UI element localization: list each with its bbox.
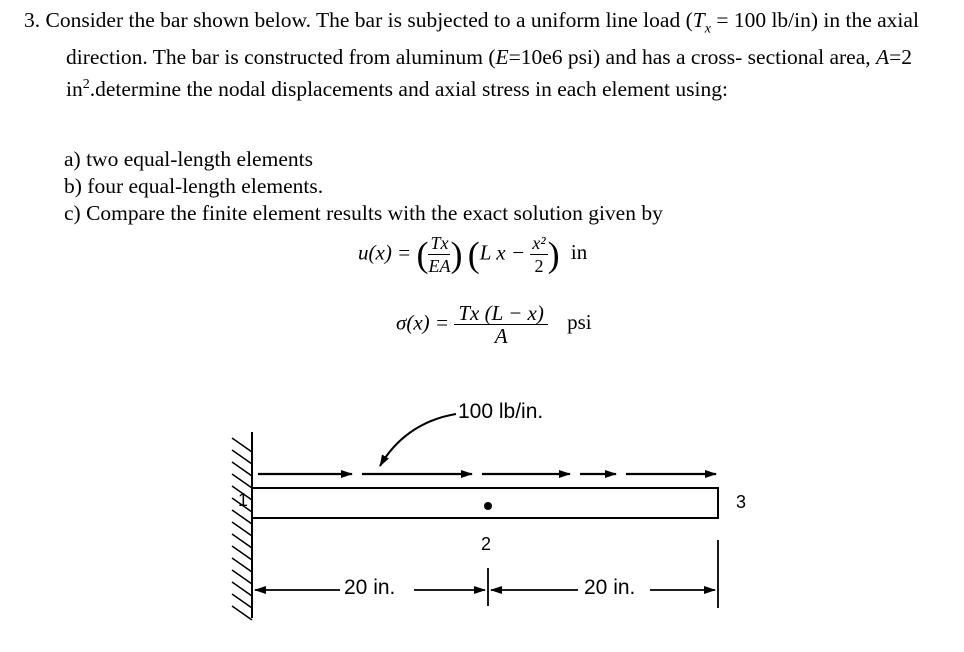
problem-text-2: the axial direction. The bar is constructed from aluminum ( bbox=[66, 8, 919, 70]
load-label: 100 lb/in. bbox=[458, 400, 544, 423]
problem-text-3c: .determine the nodal displacements and axial stress in each element bbox=[89, 77, 671, 102]
eq2-den: A bbox=[494, 324, 508, 348]
eq2-lhs: σ(x) = bbox=[396, 310, 450, 335]
dim-left-label: 20 in. bbox=[344, 576, 396, 599]
node-2-label: 2 bbox=[481, 534, 492, 554]
problem-text-3a: sectional area, bbox=[747, 45, 876, 70]
a-symbol: A bbox=[875, 45, 890, 70]
eq1-frac1-den: EA bbox=[428, 256, 451, 276]
part-a: a) two equal-length elements bbox=[64, 147, 313, 171]
equation-displacement: u(x) = ( $\frac{Tx}{EA}$ ) (L x − $\frac{\text{x²}}{2}$ ) in bbox=[358, 233, 588, 276]
e-symbol: E bbox=[495, 45, 509, 70]
eq1-frac1-num: Tx bbox=[430, 233, 449, 253]
eq2-unit: psi bbox=[567, 310, 592, 335]
eq1-frac2-num: x² bbox=[532, 233, 546, 253]
part-c: c) Compare the finite element results with the exact solution given by bbox=[64, 201, 663, 225]
node-3-label: 3 bbox=[736, 492, 747, 512]
load-leader-arrow bbox=[380, 414, 456, 466]
eq1-frac2-den: 2 bbox=[534, 256, 544, 276]
problem-number: 3. bbox=[24, 8, 41, 32]
eq1-lhs: u(x) = bbox=[358, 240, 412, 265]
problem-text-1b: = 100 lb/in) in bbox=[710, 8, 841, 32]
node-2-dot bbox=[484, 502, 492, 510]
tx-symbol: T bbox=[692, 8, 705, 32]
bar bbox=[252, 488, 718, 518]
part-b: b) four equal-length elements. bbox=[64, 174, 324, 198]
problem-text-2b: =10e6 psi) and has a cross- bbox=[508, 45, 743, 70]
problem-text-3b: =2 in bbox=[66, 45, 913, 102]
wall-support bbox=[232, 432, 252, 620]
eq1-unit: in bbox=[570, 240, 588, 265]
problem-text-1a: Consider the bar shown below. The bar is subjected to a uniform line load ( bbox=[45, 8, 693, 32]
problem-text-4: using: bbox=[675, 77, 728, 102]
eq2-num: Tx (L − x) bbox=[454, 302, 548, 325]
dim-right-label: 20 in. bbox=[584, 576, 636, 599]
area-superscript: 2 bbox=[82, 77, 90, 93]
eq1-term-l: L x − bbox=[479, 240, 526, 265]
node-1-label: 1 bbox=[238, 490, 249, 510]
tx-subscript: x bbox=[704, 21, 711, 37]
